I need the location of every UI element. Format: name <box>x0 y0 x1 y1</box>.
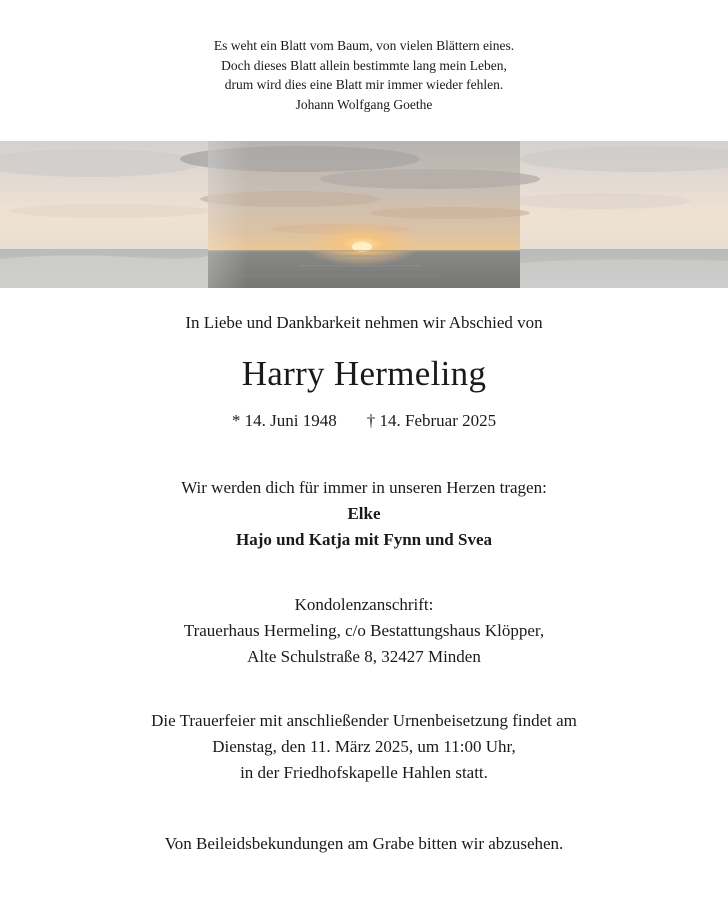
condolence-address <box>0 592 728 670</box>
poem-line: Doch dieses Blatt allein bestimmte lang mein Leben, <box>221 57 507 73</box>
ceremony-info <box>0 708 728 786</box>
mourners-section <box>0 475 728 553</box>
address-line: Alte Schulstraße 8, 32427 Minden <box>247 647 481 666</box>
mourner-name: Elke <box>347 504 381 523</box>
ceremony-line: in der Friedhofskapelle Hahlen statt. <box>240 763 488 782</box>
address-line: Trauerhaus Hermeling, c/o Bestattungshaus Klöpper, <box>183 621 545 640</box>
sunset-sea-banner-image <box>0 141 728 288</box>
mourner-name: Hajo und Katja mit Fynn und Svea <box>236 530 492 549</box>
poem-line: drum wird dies eine Blatt mir immer wieder fehlen. <box>224 77 504 92</box>
ceremony-line: Die Trauerfeier mit anschließender Urnenbeisetzung findet am <box>151 711 577 730</box>
deceased-name: Harry Hermeling <box>241 354 487 393</box>
poem-quote <box>0 36 728 114</box>
poem-line: Es weht ein Blatt vom Baum, von vielen Blättern eines. <box>213 38 515 53</box>
mourners-heading: Wir werden dich für immer in unseren Herzen tragen: <box>181 478 547 497</box>
address-heading: Kondolenzanschrift: <box>294 595 434 614</box>
closing-note: Von Beileidsbekundungen am Grabe bitten wir abzusehen. <box>164 834 564 853</box>
life-dates <box>0 410 728 432</box>
poem-author: Johann Wolfgang Goethe <box>295 96 433 112</box>
farewell-intro: In Liebe und Dankbarkeit nehmen wir Abschied von <box>185 313 543 332</box>
death-date: † 14. Februar 2025 <box>366 411 497 430</box>
ceremony-line: Dienstag, den 11. März 2025, um 11:00 Uhr, <box>212 737 516 756</box>
birth-date: * 14. Juni 1948 <box>231 411 337 430</box>
